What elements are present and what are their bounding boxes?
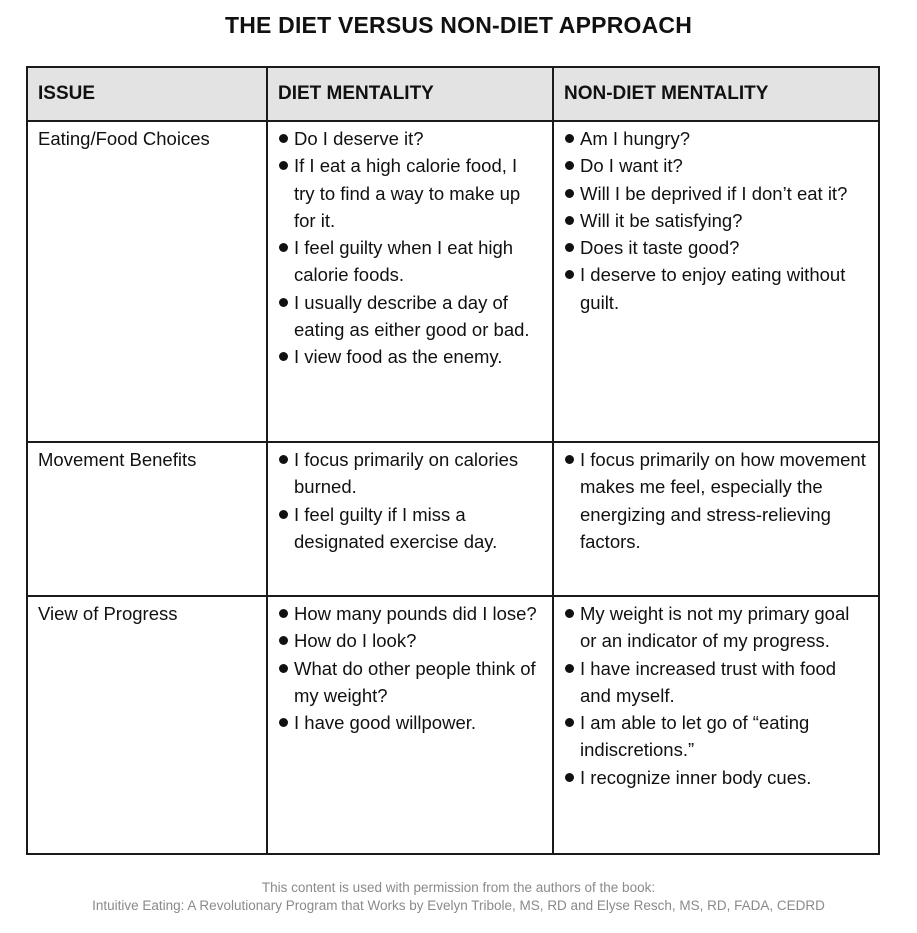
list-item: How do I look?	[278, 627, 542, 654]
comparison-table	[26, 66, 880, 855]
list-item: I am able to let go of “eating indiscretions.”	[564, 709, 868, 764]
attribution-footer	[0, 879, 917, 915]
list-item: My weight is not my primary goal or an indicator of my progress.	[564, 600, 868, 655]
non-diet-mentality-cell	[553, 121, 879, 442]
column-header-diet-mentality: DIET MENTALITY	[267, 67, 553, 121]
page-title: THE DIET VERSUS NON-DIET APPROACH	[224, 12, 693, 38]
list-item: I deserve to enjoy eating without guilt.	[564, 261, 868, 316]
attribution-line-1: This content is used with permission from the authors of the book:	[261, 880, 656, 895]
non-diet-mentality-cell	[553, 442, 879, 596]
list-item: Do I deserve it?	[278, 125, 542, 152]
list-item: I focus primarily on calories burned.	[278, 446, 542, 501]
list-item: I have good willpower.	[278, 709, 542, 736]
list-item: I view food as the enemy.	[278, 343, 542, 370]
table-header-row	[27, 67, 879, 121]
list-item: Will I be deprived if I don’t eat it?	[564, 180, 868, 207]
table-row	[27, 596, 879, 854]
list-item: What do other people think of my weight?	[278, 655, 542, 710]
table-row	[27, 442, 879, 596]
bullet-list	[278, 446, 542, 555]
list-item: Does it taste good?	[564, 234, 868, 261]
list-item: Will it be satisfying?	[564, 207, 868, 234]
diet-mentality-cell	[267, 596, 553, 854]
bullet-list	[278, 125, 542, 371]
list-item: I have increased trust with food and myself.	[564, 655, 868, 710]
column-header-issue: ISSUE	[27, 67, 267, 121]
issue-cell: Eating/Food Choices	[27, 121, 267, 442]
list-item: I recognize inner body cues.	[564, 764, 868, 791]
attribution-line-2: Intuitive Eating: A Revolutionary Program that Works by Evelyn Tribole, MS, RD and Elyse Resch, MS, RD, FADA, CEDRD	[92, 898, 825, 913]
issue-cell: Movement Benefits	[27, 442, 267, 596]
list-item: I feel guilty when I eat high calorie foods.	[278, 234, 542, 289]
list-item: I focus primarily on how movement makes me feel, especially the energizing and stress-relieving factors.	[564, 446, 868, 555]
diet-mentality-cell	[267, 121, 553, 442]
column-header-non-diet-mentality: NON-DIET MENTALITY	[553, 67, 879, 121]
list-item: If I eat a high calorie food, I try to find a way to make up for it.	[278, 152, 542, 234]
list-item: I feel guilty if I miss a designated exercise day.	[278, 501, 542, 556]
issue-cell: View of Progress	[27, 596, 267, 854]
diet-mentality-cell	[267, 442, 553, 596]
non-diet-mentality-cell	[553, 596, 879, 854]
bullet-list	[564, 446, 868, 555]
table-row	[27, 121, 879, 442]
list-item: How many pounds did I lose?	[278, 600, 542, 627]
bullet-list	[278, 600, 542, 736]
list-item: Do I want it?	[564, 152, 868, 179]
list-item: Am I hungry?	[564, 125, 868, 152]
list-item: I usually describe a day of eating as either good or bad.	[278, 289, 542, 344]
bullet-list	[564, 600, 868, 791]
bullet-list	[564, 125, 868, 316]
